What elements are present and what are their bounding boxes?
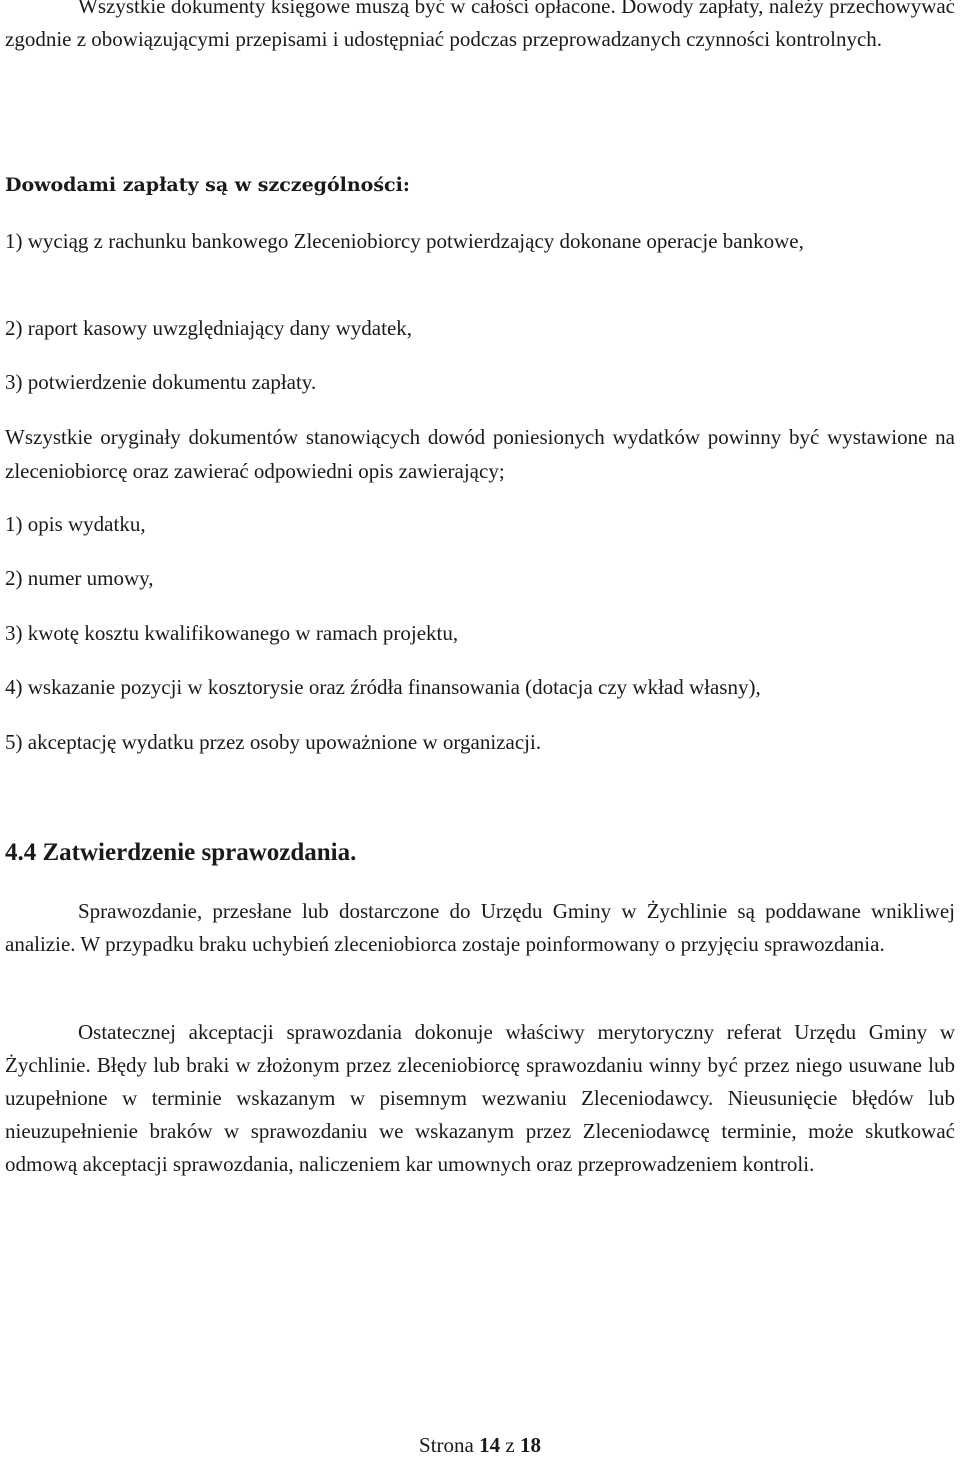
footer-separator: z bbox=[505, 1433, 515, 1457]
originals-item-3: 3) kwotę kosztu kwalifikowanego w ramach projektu, bbox=[5, 621, 459, 645]
footer-total-pages: 18 bbox=[519, 1433, 541, 1457]
section-heading: 4.4 Zatwierdzenie sprawozdania. bbox=[5, 839, 357, 866]
originals-intro: Wszystkie oryginały dokumentów stanowiących dowód poniesionych wydatków powinny być wystawione na zleceniobiorcę oraz zawierać odpowiedni opis zawierający; bbox=[5, 425, 955, 483]
footer-prefix: Strona bbox=[419, 1433, 474, 1457]
originals-item-5: 5) akceptację wydatku przez osoby upoważnione w organizacji. bbox=[5, 730, 542, 754]
originals-item-2: 2) numer umowy, bbox=[5, 566, 154, 590]
proofs-item-1: 1) wyciąg z rachunku bankowego Zleceniobiorcy potwierdzający dokonane operacje bankowe, bbox=[5, 229, 804, 253]
page-footer bbox=[0, 1433, 960, 1458]
proofs-item-3: 3) potwierdzenie dokumentu zapłaty. bbox=[5, 370, 317, 394]
section-paragraph-1: Sprawozdanie, przesłane lub dostarczone do Urzędu Gminy w Żychlinie są poddawane wnikliwej analizie. W przypadku braku uchybień zleceniobiorca zostaje poinformowany o przyjęciu sprawozdania. bbox=[5, 899, 955, 956]
section-paragraph-2: Ostatecznej akceptacji sprawozdania dokonuje właściwy merytoryczny referat Urzędu Gminy w Żychlinie. Błędy lub braki w złożonym przez zleceniobiorcę sprawozdaniu winny być przez niego usuwane lub uzupełnione w terminie wskazanym w pisemnym wezwaniu Zleceniodawcy. Nieusunięcie błędów lub nieuzupełnienie braków w sprawozdaniu we wskazanym przez Zleceniodawcę terminie, może skutkować odmową akceptacji sprawozdania, naliczeniem kar umownych oraz przeprowadzeniem kontroli. bbox=[5, 1020, 955, 1176]
originals-item-1: 1) opis wydatku, bbox=[5, 512, 146, 536]
intro-paragraph: Wszystkie dokumenty księgowe muszą być w całości opłacone. Dowody zapłaty, należy przechowywać zgodnie z obowiązującymi przepisami i udostępniać podczas przeprowadzanych czynności kontrolnych. bbox=[5, 0, 955, 51]
proofs-item-2: 2) raport kasowy uwzględniający dany wydatek, bbox=[5, 316, 413, 340]
originals-item-4: 4) wskazanie pozycji w kosztorysie oraz źródła finansowania (dotacja czy wkład własny), bbox=[5, 675, 761, 699]
proofs-heading: Dowodami zapłaty są w szczególności: bbox=[5, 174, 410, 196]
footer-page-number: 14 bbox=[479, 1433, 501, 1457]
